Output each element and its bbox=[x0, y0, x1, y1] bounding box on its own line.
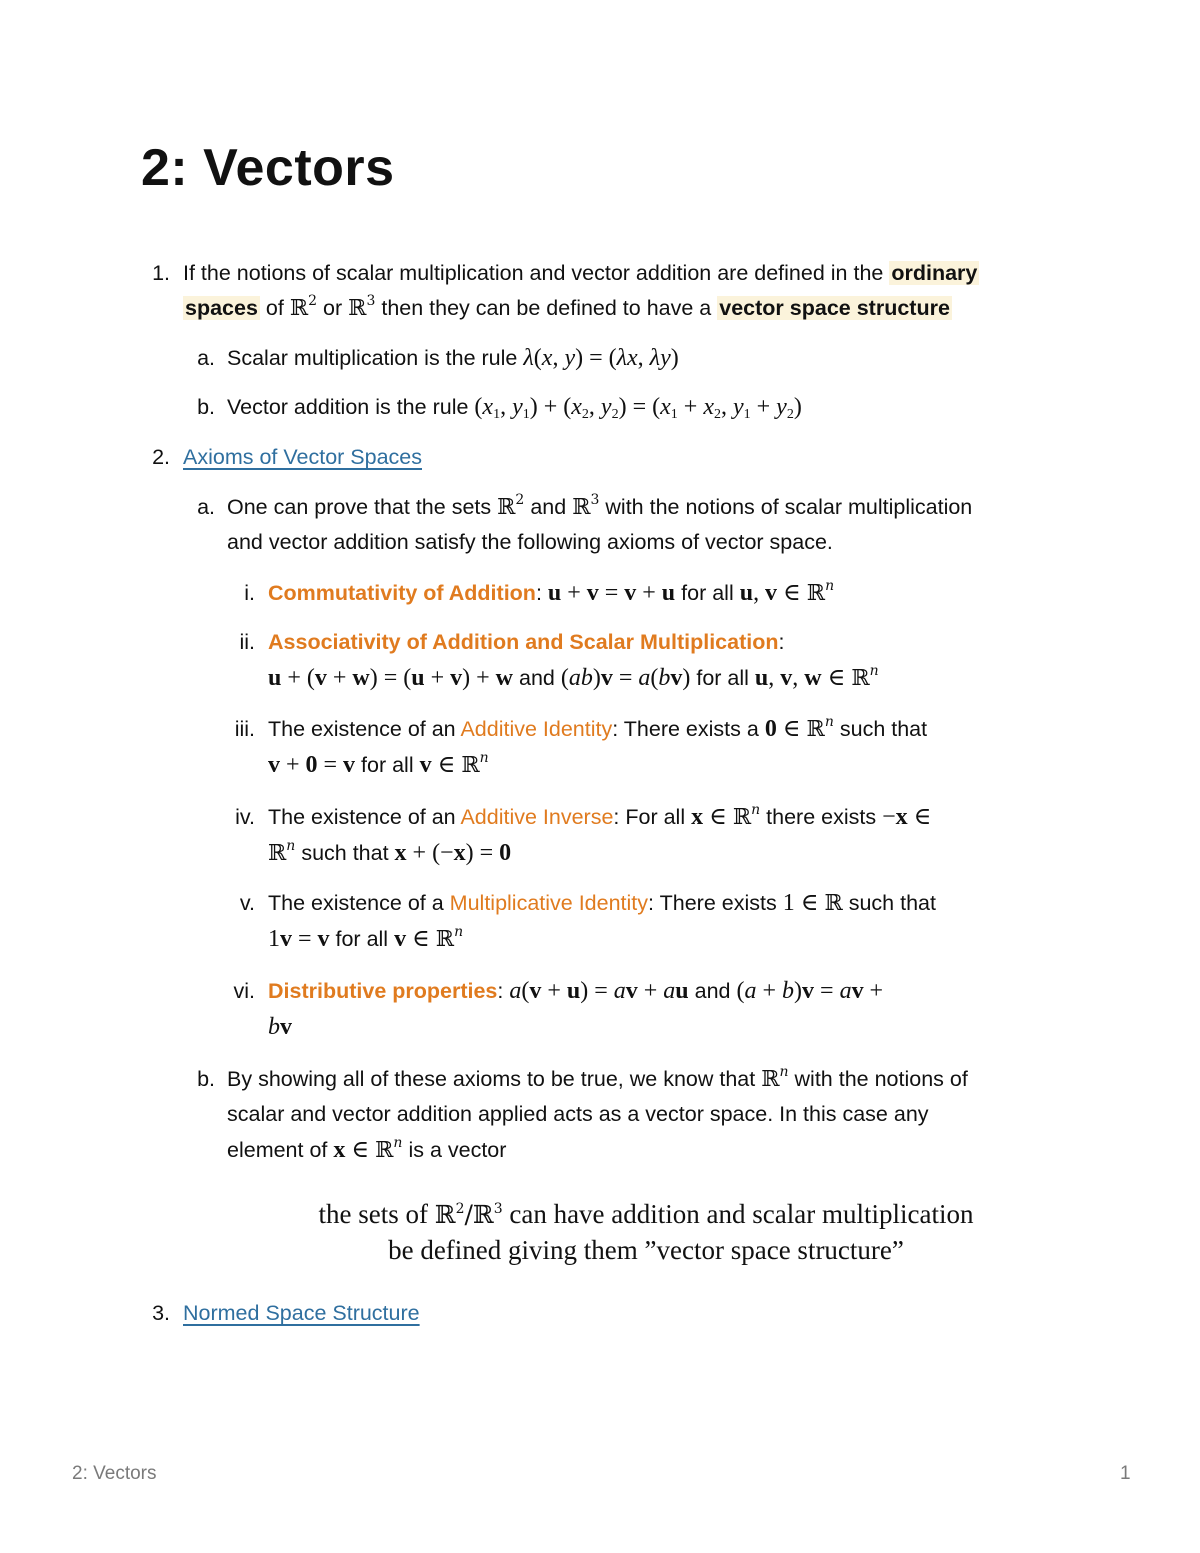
list-number: 3. bbox=[152, 1301, 170, 1325]
footer-title: 2: Vectors bbox=[72, 1463, 157, 1484]
axiom-label: v. bbox=[239, 891, 255, 915]
sublist-label: b. bbox=[197, 1067, 215, 1091]
item1-line1: If the notions of scalar multiplication and vector addition are defined in the ordinary bbox=[183, 261, 978, 285]
sublist-label: a. bbox=[197, 495, 215, 519]
page-title: 2: Vectors bbox=[141, 139, 395, 197]
axiom-label: vi. bbox=[233, 979, 255, 1003]
sublist-label: b. bbox=[197, 395, 215, 419]
scalar-mult-formula: λ(x, y) = (λx, λy) bbox=[523, 345, 679, 371]
axiom-name: Additive Identity bbox=[460, 717, 613, 741]
highlight-spaces: spaces bbox=[185, 296, 258, 320]
item2b-line2: scalar and vector addition applied acts as a vector space. In this case any bbox=[227, 1102, 929, 1126]
axiom-additive-identity: The existence of an Additive Identity: There exists a 0 ∈ ℝ$^n$ such that bbox=[268, 714, 928, 742]
axiom-additive-inverse-formula: ℝ$^n$ such that x + (−x) = 0 bbox=[268, 838, 512, 866]
list-number: 1. bbox=[152, 261, 170, 285]
axiom-commutativity: Commutativity of Addition: u + v = v + u for all u, v ∈ ℝ$^n$ bbox=[268, 578, 835, 606]
item2a-line1: One can prove that the sets ℝ$^2$ and ℝ$^3$ with the notions of scalar multiplication bbox=[227, 492, 973, 520]
axiom-associativity-title: Associativity of Addition and Scalar Multiplication: bbox=[268, 630, 785, 654]
page-number: 1 bbox=[1120, 1463, 1131, 1484]
sublist-label: a. bbox=[197, 346, 215, 370]
axiom-name: Distributive properties bbox=[268, 979, 498, 1003]
axiom-distributive: Distributive properties: a(v + u) = av + au and (a + b)v = av + bbox=[268, 978, 884, 1004]
display-math-line2: be defined giving them ”vector space structure” bbox=[388, 1235, 904, 1265]
axiom-label: i. bbox=[244, 581, 255, 605]
axiom-distributive-cont: bv bbox=[268, 1014, 292, 1040]
item2a-line2: and vector addition satisfy the following axioms of vector space. bbox=[227, 530, 833, 554]
axiom-multiplicative-identity: The existence of a Multiplicative Identity: There exists 1 ∈ ℝ such that bbox=[268, 890, 936, 916]
display-math-line1: the sets of ℝ$^2$/ℝ$^3$ can have addition and scalar multiplication bbox=[318, 1199, 974, 1229]
vector-add-formula: ($x_1$, $y_1) + (x_2$, $y_2) = (x_1 + x_2$, $y_1 + y_2$) bbox=[474, 394, 802, 422]
axiom-label: iv. bbox=[235, 805, 255, 829]
highlight-vector-space-structure: vector space structure bbox=[719, 296, 950, 320]
normed-space-structure-link[interactable]: Normed Space Structure bbox=[183, 1301, 420, 1325]
list-number: 2. bbox=[152, 445, 170, 469]
item2-heading-line bbox=[183, 440, 422, 474]
vector-addition-rule: Vector addition is the rule ($x_1$, $y_1) + (x_2$, $y_2) = (x_1 + x_2$, $y_1 + y_2$) bbox=[227, 394, 802, 422]
item2b-line3: element of x ∈ ℝ$^n$ is a vector bbox=[227, 1135, 507, 1163]
axiom-additive-identity-formula: v + 0 = v for all v ∈ ℝ$^n$ bbox=[268, 750, 489, 778]
item1-line2: spaces of ℝ$^2$ or ℝ$^3$ then they can be defined to have a vector space structure bbox=[185, 293, 950, 321]
axioms-of-vector-spaces-link[interactable]: Axioms of Vector Spaces bbox=[183, 445, 422, 469]
item2b-line1: By showing all of these axioms to be true, we know that ℝ$^n$ with the notions of bbox=[227, 1064, 968, 1092]
item3-heading-line bbox=[183, 1296, 420, 1330]
axiom-name: Associativity of Addition and Scalar Multiplication bbox=[268, 630, 779, 654]
axiom-name: Multiplicative Identity bbox=[449, 891, 649, 915]
axiom-label: iii. bbox=[234, 717, 255, 741]
highlight-ordinary: ordinary bbox=[891, 261, 978, 285]
axiom-label: ii. bbox=[239, 630, 255, 654]
axiom-additive-inverse: The existence of an Additive Inverse: For all x ∈ ℝ$^n$ there exists −x ∈ bbox=[268, 802, 932, 830]
axiom-name: Additive Inverse bbox=[460, 805, 614, 829]
axiom-name: Commutativity of Addition bbox=[268, 581, 536, 605]
axiom-associativity-formula: u + (v + w) = (u + v) + w and (ab)v = a(bv) for all u, v, w ∈ ℝ$^n$ bbox=[268, 663, 879, 691]
scalar-multiplication-rule: Scalar multiplication is the rule λ(x, y) = (λx, λy) bbox=[227, 345, 679, 371]
axiom-multiplicative-identity-formula: 1v = v for all v ∈ ℝ$^n$ bbox=[268, 924, 464, 952]
